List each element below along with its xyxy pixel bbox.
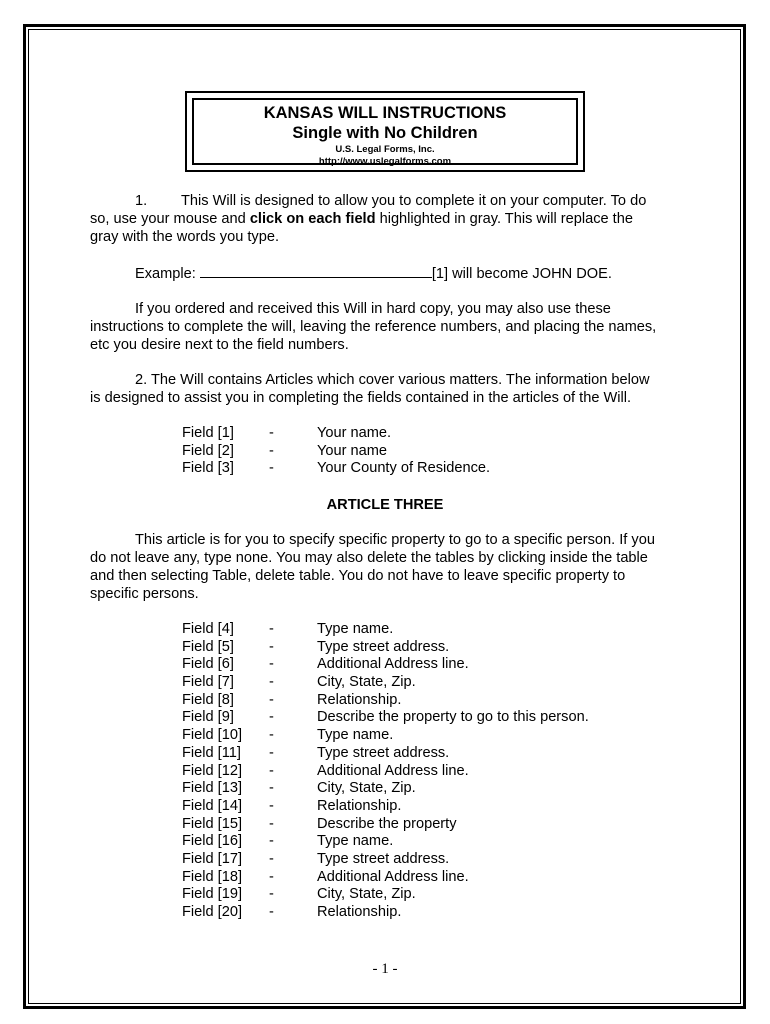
paragraph-number: 1. — [135, 193, 148, 209]
field-label: Field [8] — [182, 691, 234, 708]
field-dash: - — [269, 780, 274, 797]
field-dash: - — [269, 709, 274, 726]
field-row — [182, 709, 589, 727]
field-row — [182, 460, 490, 478]
field-dash: - — [269, 638, 274, 655]
field-label: Field [3] — [182, 460, 234, 477]
field-description: Your County of Residence. — [317, 460, 491, 477]
field-description: Type name. — [317, 833, 394, 850]
field-dash: - — [269, 762, 274, 779]
field-description: Relationship. — [317, 691, 402, 708]
example-blank-field[interactable] — [200, 263, 432, 278]
field-description: Type name. — [317, 727, 394, 744]
field-row — [182, 780, 589, 798]
field-label: Field [7] — [182, 674, 234, 691]
title-box — [192, 98, 578, 165]
field-row — [182, 886, 589, 904]
field-label: Field [2] — [182, 442, 234, 459]
field-label: Field [4] — [182, 621, 234, 637]
field-dash: - — [269, 460, 274, 477]
field-label: Field [11] — [182, 744, 241, 761]
field-dash: - — [269, 691, 274, 708]
field-label: Field [1] — [182, 425, 234, 441]
field-row — [182, 745, 589, 763]
field-description: Additional Address line. — [317, 656, 469, 673]
field-row — [182, 674, 589, 692]
field-row — [182, 904, 589, 922]
field-description: Your name — [317, 442, 388, 459]
field-dash: - — [269, 727, 274, 744]
field-row — [182, 833, 589, 851]
field-row — [182, 851, 589, 869]
field-description: Relationship. — [317, 797, 402, 814]
field-description: Additional Address line. — [317, 868, 469, 885]
paragraph-2: If you ordered and received this Will in hard copy, you may also use these instructions to complete the will, leaving the reference numbers, and placing the names, etc you desire next to the field numbers. — [90, 301, 657, 353]
field-row — [182, 869, 589, 887]
field-label: Field [6] — [182, 656, 234, 673]
example-suffix: [1] will become JOHN DOE. — [431, 266, 612, 282]
field-label: Field [15] — [182, 815, 243, 832]
field-description: Additional Address line. — [317, 762, 469, 779]
company-url: http://www.uslegalforms.com — [318, 156, 452, 167]
field-dash: - — [269, 797, 274, 814]
field-label: Field [12] — [182, 762, 243, 779]
field-description: Your name. — [317, 425, 392, 441]
page-number: - 1 - — [372, 961, 398, 977]
field-row — [182, 656, 589, 674]
field-row — [182, 443, 490, 461]
field-description: City, State, Zip. — [317, 886, 416, 903]
field-list-1 — [182, 425, 490, 478]
field-row — [182, 425, 490, 443]
field-description: Type name. — [317, 621, 394, 637]
field-dash: - — [269, 744, 274, 761]
field-dash: - — [269, 868, 274, 885]
example-label: Example: — [135, 266, 196, 282]
field-label: Field [10] — [182, 727, 243, 744]
field-label: Field [14] — [182, 797, 243, 814]
field-label: Field [13] — [182, 780, 243, 797]
field-dash: - — [269, 815, 274, 832]
paragraph-3: 2. The Will contains Articles which cover various matters. The information below is designed to assist you in completing the fields contained in the articles of the Will. — [90, 372, 650, 406]
field-description: City, State, Zip. — [317, 780, 416, 797]
field-description: Describe the property to go to this person. — [317, 709, 589, 726]
field-label: Field [5] — [182, 638, 234, 655]
field-dash: - — [269, 621, 274, 637]
company-name: U.S. Legal Forms, Inc. — [335, 144, 435, 155]
field-dash: - — [269, 442, 274, 459]
field-row — [182, 763, 589, 781]
field-label: Field [9] — [182, 709, 234, 726]
field-dash: - — [269, 656, 274, 673]
field-description: City, State, Zip. — [317, 674, 416, 691]
field-dash: - — [269, 886, 274, 903]
field-dash: - — [269, 833, 274, 850]
field-label: Field [17] — [182, 850, 243, 867]
field-row — [182, 639, 589, 657]
field-dash: - — [269, 425, 274, 441]
field-dash: - — [269, 904, 274, 920]
field-dash: - — [269, 850, 274, 867]
document-title: KANSAS WILL INSTRUCTIONS — [263, 104, 507, 122]
article-heading: ARTICLE THREE — [326, 497, 444, 513]
field-row — [182, 692, 589, 710]
field-description: Type street address. — [317, 638, 450, 655]
field-label: Field [19] — [182, 886, 243, 903]
field-description: Type street address. — [317, 850, 450, 867]
example-line — [90, 263, 690, 283]
paragraph-4: This article is for you to specify specific property to go to a specific person. If you do not leave any, type none. You may also delete the tables by clicking inside the table and then selecting Table, delete table. You do not have to leave specific property to specific persons. — [90, 532, 655, 602]
field-description: Relationship. — [317, 904, 402, 920]
field-row — [182, 727, 589, 745]
field-description: Type street address. — [317, 744, 450, 761]
field-dash: - — [269, 674, 274, 691]
field-label: Field [18] — [182, 868, 243, 885]
field-list-2 — [182, 621, 589, 922]
field-row — [182, 816, 589, 834]
field-label: Field [20] — [182, 904, 243, 920]
paragraph-1: 1. This Will is designed to allow you to complete it on your computer. To do so, use your mouse and click on each field highlighted in gray. This will replace the gray with the words you type. — [90, 193, 647, 245]
field-label: Field [16] — [182, 833, 243, 850]
field-description: Describe the property — [317, 815, 457, 832]
document-subtitle: Single with No Children — [292, 124, 478, 142]
field-row — [182, 621, 589, 639]
bold-instruction: click on each field — [249, 211, 376, 227]
field-row — [182, 798, 589, 816]
